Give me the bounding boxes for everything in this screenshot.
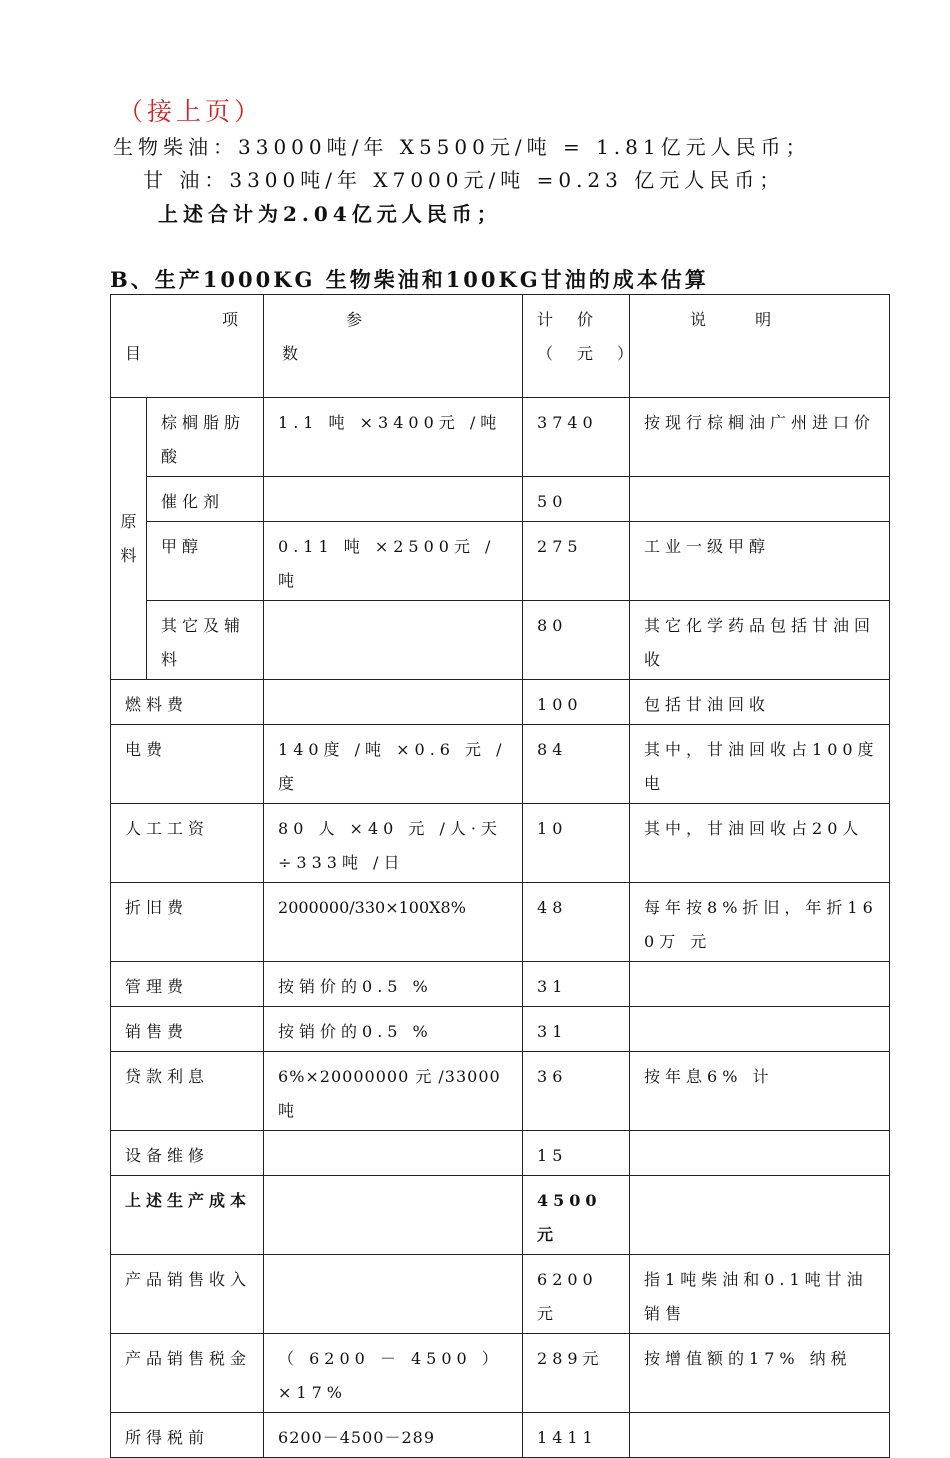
header-param-part2: 数	[282, 344, 304, 363]
cell-note: 每年按8%折旧，年折160万 元	[630, 883, 890, 962]
section-heading: B、生产1000KG 生物柴油和100KG甘油的成本估算	[110, 267, 709, 292]
cell-name: 管理费	[111, 962, 264, 1007]
cell-note	[630, 1131, 890, 1176]
header-item	[111, 295, 264, 398]
cell-name: 设备维修	[111, 1131, 264, 1176]
header-item-part2: 目	[125, 344, 147, 363]
cell-name: 所得税前	[111, 1413, 264, 1458]
cell-name: 棕榈脂肪酸	[147, 398, 264, 477]
cell-note	[630, 962, 890, 1007]
cell-name: 电费	[111, 725, 264, 804]
cell-name: 燃料费	[111, 680, 264, 725]
cell-param	[264, 601, 523, 680]
cell-price: 4500 元	[523, 1176, 630, 1255]
table-header-row	[111, 295, 890, 398]
table-row	[111, 1131, 890, 1176]
cell-note: 其中，甘油回收占100度电	[630, 725, 890, 804]
cell-param: 6200－4500－289	[264, 1413, 523, 1458]
group-label-cell	[111, 398, 147, 680]
summary-line-biodiesel: 生物柴油：33000吨/年 X5500元/吨 = 1.81亿元人民币；	[113, 135, 811, 159]
cell-note	[630, 1007, 890, 1052]
cell-param	[264, 680, 523, 725]
cell-note: 其它化学药品包括甘油回收	[630, 601, 890, 680]
table-row	[111, 601, 890, 680]
cell-note: 按年息6% 计	[630, 1052, 890, 1131]
cell-price: 1411	[523, 1413, 630, 1458]
cell-name: 甲醇	[147, 522, 264, 601]
cell-price: 48	[523, 883, 630, 962]
cell-price: 36	[523, 1052, 630, 1131]
table-row	[111, 1334, 890, 1413]
cell-name: 贷款利息	[111, 1052, 264, 1131]
cell-price: 84	[523, 725, 630, 804]
cell-price: 15	[523, 1131, 630, 1176]
table-row	[111, 1413, 890, 1458]
table-row	[111, 962, 890, 1007]
cell-price: 6200 元	[523, 1255, 630, 1334]
table-row	[111, 725, 890, 804]
cell-param: 6%×20000000 元 /33000 吨	[264, 1052, 523, 1131]
table-row	[111, 804, 890, 883]
cell-note	[630, 1413, 890, 1458]
cell-param: 140度 /吨 ×0.6 元 /度	[264, 725, 523, 804]
cell-note: 指1吨柴油和0.1吨甘油销售	[630, 1255, 890, 1334]
table-row	[111, 883, 890, 962]
cell-note: 工业一级甲醇	[630, 522, 890, 601]
cost-table	[110, 294, 890, 1458]
cell-name: 其它及辅料	[147, 601, 264, 680]
table-row	[111, 1052, 890, 1131]
cell-note: 按现行棕榈油广州进口价	[630, 398, 890, 477]
table-row	[111, 477, 890, 522]
table-row	[111, 680, 890, 725]
cell-param: 按销价的0.5 %	[264, 1007, 523, 1052]
continuation-label: （接上页）	[118, 97, 264, 126]
table-row	[111, 1007, 890, 1052]
header-item-part1: 项	[222, 310, 244, 329]
cell-price: 100	[523, 680, 630, 725]
cell-param	[264, 1176, 523, 1255]
cell-note: 包括甘油回收	[630, 680, 890, 725]
cell-price: 3740	[523, 398, 630, 477]
cell-price: 31	[523, 962, 630, 1007]
cell-param: 0.11 吨 ×2500元 /吨	[264, 522, 523, 601]
group-label: 原料	[120, 511, 137, 565]
header-note: 说 明	[630, 295, 890, 398]
cell-name: 产品销售收入	[111, 1255, 264, 1334]
table-row	[111, 522, 890, 601]
table-row	[111, 1255, 890, 1334]
summary-total: 上述合计为2.04亿元人民币；	[158, 202, 502, 226]
cell-param	[264, 477, 523, 522]
cell-param: （ 6200 － 4500 ）×17%	[264, 1334, 523, 1413]
cell-param	[264, 1131, 523, 1176]
cell-name: 上述生产成本	[111, 1176, 264, 1255]
table-row	[111, 398, 890, 477]
cell-price: 275	[523, 522, 630, 601]
header-price: 计价（元）	[523, 295, 630, 398]
cell-price: 289元	[523, 1334, 630, 1413]
cell-param: 按销价的0.5 %	[264, 962, 523, 1007]
cell-name: 催化剂	[147, 477, 264, 522]
cell-note: 按增值额的17% 纳税	[630, 1334, 890, 1413]
cell-note: 其中，甘油回收占20人	[630, 804, 890, 883]
cell-price: 10	[523, 804, 630, 883]
cell-param	[264, 1255, 523, 1334]
cell-name: 产品销售税金	[111, 1334, 264, 1413]
cell-param: 80 人 ×40 元 /人·天 ÷333吨 /日	[264, 804, 523, 883]
cell-price: 80	[523, 601, 630, 680]
header-param	[264, 295, 523, 398]
cell-name: 人工工资	[111, 804, 264, 883]
cell-note	[630, 477, 890, 522]
cell-price: 31	[523, 1007, 630, 1052]
cell-note	[630, 1176, 890, 1255]
table-row	[111, 1176, 890, 1255]
cell-name: 折旧费	[111, 883, 264, 962]
cell-name: 销售费	[111, 1007, 264, 1052]
cell-param: 1.1 吨 ×3400元 /吨	[264, 398, 523, 477]
summary-line-glycerin: 甘 油：3300吨/年 X7000元/吨 =0.23 亿元人民币；	[143, 168, 785, 192]
header-param-part1: 参	[346, 310, 368, 329]
cell-param: 2000000/330×100X8%	[264, 883, 523, 962]
cell-price: 50	[523, 477, 630, 522]
